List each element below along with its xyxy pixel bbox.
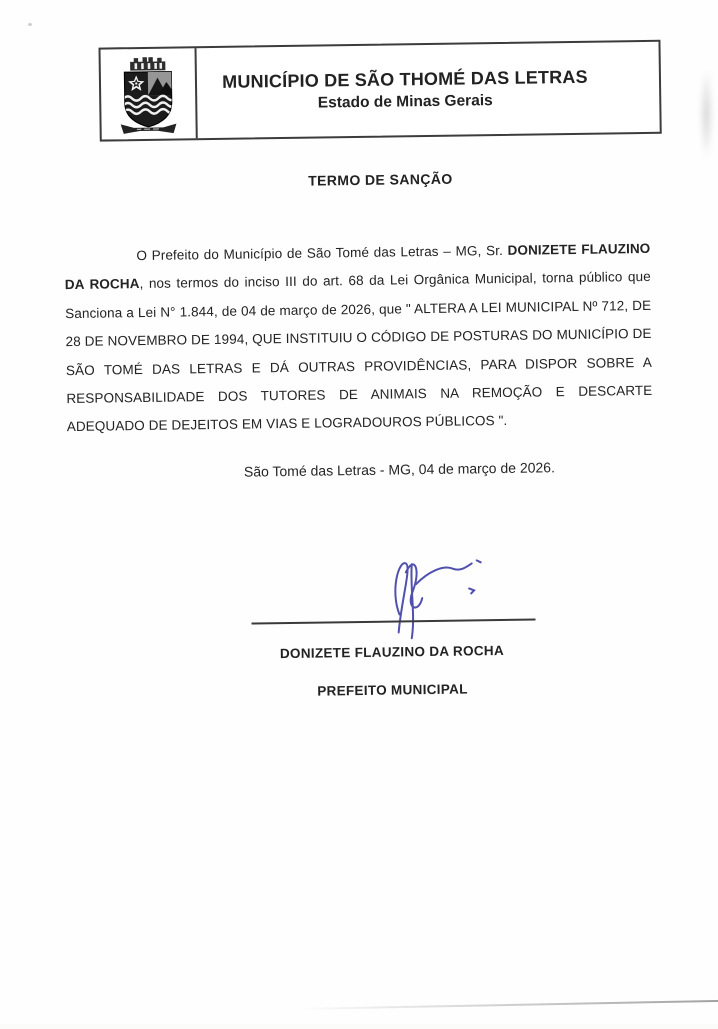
paragraph-segment: , nos termos do inciso III do art. 68 da Lei Orgânica Municipal, torna público que Sanciona a Lei N° 1.844, de 04 de março de 2026, que " ALTERA A LEI MUNICIPAL Nº 712, DE 28 DE NOVEMBRO DE 1994, QUE INSTITUIU O CÓDIGO DE POSTURAS DO MUNICÍPIO DE SÃO TOMÉ DAS LETRAS E DÁ OUTRAS PROVIDÊNCIAS, PARA DISPOR SOBRE A RESPONSABILIDADE DOS TUTORES DE ANIMAIS NA REMOÇÃO E DESCARTE ADEQUADO DE DEJEITOS EM VIAS E LOGRADOUROS PÚBLICOS ". — [65, 269, 652, 434]
state-name: Estado de Minas Gerais — [318, 92, 493, 112]
waves-icon — [123, 96, 176, 114]
signatory-role: PREFEITO MUNICIPAL — [70, 678, 714, 702]
paragraph-bold-segment: DONIZETE FLAUZINO DA ROCHA — [65, 241, 651, 293]
signatory-name: DONIZETE FLAUZINO DA ROCHA — [70, 640, 714, 664]
paragraph-segment: O Prefeito do Município de São Tomé das Letras – MG, Sr. — [136, 243, 507, 263]
municipal-coat-of-arms-icon — [111, 49, 186, 138]
scan-speck — [28, 23, 32, 26]
letterhead-text — [197, 42, 660, 138]
crest-cell — [101, 48, 198, 139]
municipality-name: MUNICÍPIO DE SÃO THOMÉ DAS LETRAS — [222, 67, 588, 93]
dateline: São Tomé das Letras - MG, 04 de março de 2026. — [67, 457, 718, 482]
body-paragraph — [64, 235, 653, 442]
crown-icon — [130, 57, 165, 71]
scan-smudge — [700, 68, 713, 160]
letterhead — [98, 40, 661, 142]
handwritten-signature — [358, 541, 529, 648]
document-title: TERMO DE SANÇÃO — [63, 167, 697, 192]
